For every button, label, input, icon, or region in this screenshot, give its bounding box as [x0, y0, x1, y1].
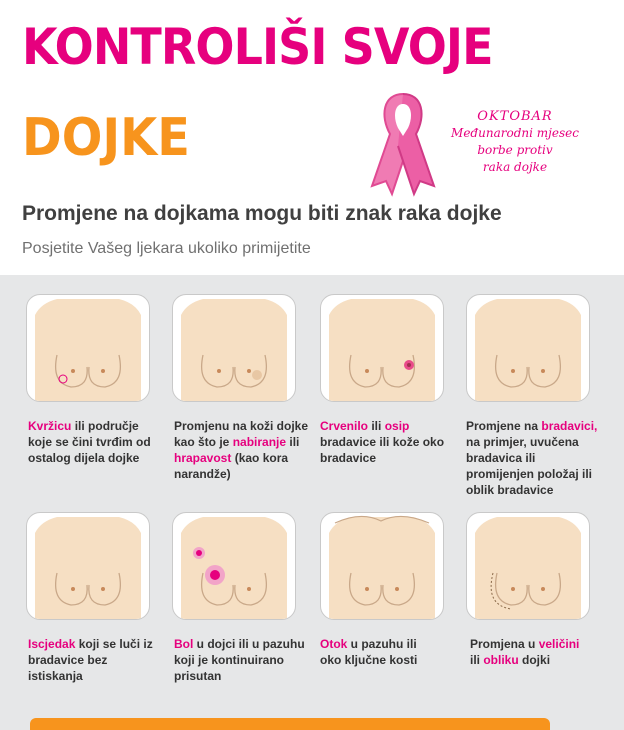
torso-illustration-icon — [467, 295, 589, 401]
title-line-2: DOJKE — [22, 108, 190, 168]
illustration-swelling-card — [320, 512, 444, 620]
illustration-size-card — [466, 512, 590, 620]
cut-off-footer-text — [30, 718, 550, 730]
caption-lump: Kvržicu ili područje koje se čini tvrđim od ostalog dijela dojke — [28, 419, 151, 465]
caption-size: Promjena u veličini ili obliku dojki — [470, 637, 580, 667]
pink-ribbon-icon — [358, 86, 448, 201]
illustration-redness-card — [320, 294, 444, 402]
caption-discharge: Iscjedak koji se luči iz bradavice bez istiskanja — [28, 637, 153, 683]
torso-illustration-icon — [173, 295, 295, 401]
illustration-skin-card — [172, 294, 296, 402]
illustration-lump-card — [26, 294, 150, 402]
badge-line-3: borbe protiv — [477, 143, 553, 157]
caption-pain: Bol u dojci ili u pazuhu koji je kontinuirano prisutan — [174, 637, 305, 683]
torso-illustration-icon — [321, 295, 443, 401]
awareness-month-badge — [450, 108, 580, 176]
badge-line-1: OKTOBAR — [477, 109, 553, 124]
caption-swelling: Otok u pazuhu ili oko ključne kosti — [320, 637, 418, 667]
torso-illustration-icon — [321, 513, 443, 619]
torso-illustration-icon — [27, 513, 149, 619]
illustration-discharge-card — [26, 512, 150, 620]
illustration-pain-card — [172, 512, 296, 620]
title-line-1: KONTROLIŠI SVOJE — [22, 18, 493, 76]
badge-line-4: raka dojke — [482, 160, 548, 174]
torso-illustration-icon — [27, 295, 149, 401]
subtitle: Promjene na dojkama mogu biti znak raka dojke — [22, 202, 502, 225]
subtitle-secondary: Posjetite Vašeg ljekara ukoliko primijetite — [22, 240, 311, 257]
torso-illustration-icon — [467, 513, 589, 619]
badge-line-2: Međunarodni mjesec — [451, 126, 579, 140]
caption-redness: Crvenilo ili osip bradavice ili kože oko bradavice — [320, 419, 445, 465]
caption-skin: Promjenu na koži dojke kao što je nabiranje ili hrapavost (kao kora narandže) — [174, 419, 309, 481]
illustration-nipple-card — [466, 294, 590, 402]
caption-nipple: Promjene na bradavici, na primjer, uvučena bradavica ili promijenjen položaj ili oblik bradavice — [466, 419, 598, 497]
torso-illustration-icon — [173, 513, 295, 619]
